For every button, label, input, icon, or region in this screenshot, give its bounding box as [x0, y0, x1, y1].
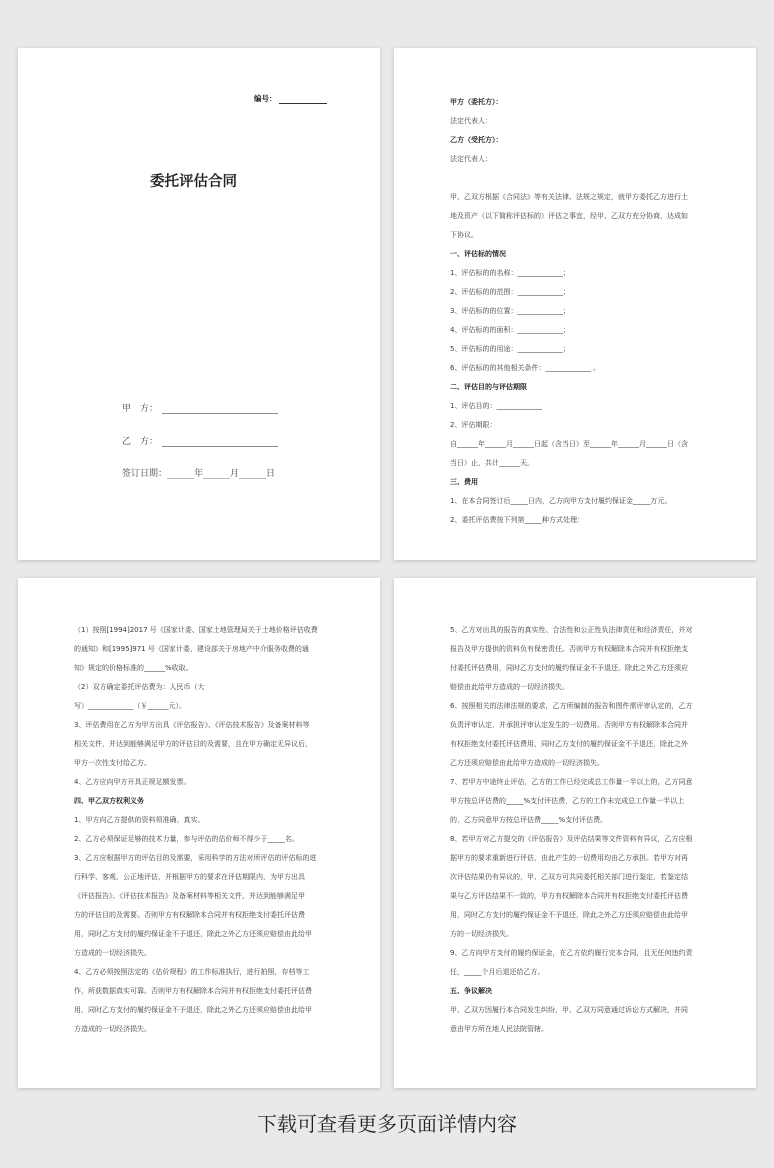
party-a-label: 甲 方： [122, 404, 159, 414]
text-line: 6、按照相关的法律法规的要求，乙方所编制的报告和图件需评审认定的，乙方 [450, 702, 693, 710]
text-line: 任，_____个月后退还给乙方。 [450, 968, 545, 976]
text-line: 自______年______月______日起（含当日）至______年______月______日（含 [450, 440, 688, 448]
text-line: 1、评估目的：_____________ [450, 402, 542, 410]
download-more-prompt[interactable]: 下载可查看更多页面详情内容 [257, 1112, 517, 1136]
page-3 [18, 578, 380, 1088]
text-line: 方造成的一切经济损失。 [74, 949, 151, 957]
text-line: 作，所获数据真实可靠。否则甲方有权解除本合同并有权拒绝支付委托评估费 [74, 987, 312, 995]
page-4 [394, 578, 756, 1088]
text-line: 5、乙方对出具的报告的真实性、合法性和公正性负法律责任和经济责任，并对 [450, 626, 693, 634]
text-line: 知》规定的价格标准的______%收取。 [74, 664, 193, 672]
text-line: 写）_____________（￥______元）。 [74, 702, 186, 710]
text-line: 1、甲方向乙方提供的资料须准确、真实。 [74, 816, 205, 824]
page-2 [394, 48, 756, 560]
text-line: 3、评估费用在乙方为甲方出具《评估报告》、《评估技术报告》及备案材料等 [74, 721, 310, 729]
section-heading: 四、甲乙双方权利义务 [74, 797, 144, 805]
section-heading: 五、争议解决 [450, 987, 492, 995]
page-cover [18, 48, 380, 560]
text-line: 4、乙方必须按照法定的《估价规程》的工作标准执行，进行拍照，存档等工 [74, 968, 310, 976]
party-b-field [122, 434, 278, 447]
text-line: 负责评审认定，并承担评审认定发生的一切费用。否则甲方有权解除本合同并 [450, 721, 688, 729]
text-line: 乙方还须应赔偿由此给甲方造成的一切经济损失。 [450, 759, 604, 767]
text-line: 据甲方的要求重新进行评估，由此产生的一切费用均由乙方承担。若甲方对再 [450, 854, 688, 862]
text-line: 2、乙方必须保证足够的技术力量，参与评估的估价师不得少于_____名。 [74, 835, 299, 843]
text-line: 9、乙方向甲方支付的履约保证金，在乙方依约履行完本合同，且无任何违约责 [450, 949, 693, 957]
text-line: 的，乙方同意甲方按总评估费_____%支付评估费。 [450, 816, 608, 824]
party-a-blank [162, 404, 278, 414]
text-line: 方的一切经济损失。 [450, 930, 513, 938]
text-line: （2）双方确定委托评估费为：人民币（大 [74, 683, 205, 691]
section-heading: 乙方（受托方）： [450, 136, 503, 144]
sign-date: 签订日期：______年______月______日 [122, 469, 276, 479]
text-line: 当日）止，共计______天。 [450, 459, 534, 467]
text-line: 付委托评估费用，同时乙方支付的履约保证金不予退还，除此之外乙方还须应 [450, 664, 688, 672]
text-line: 4、评估标的的面积：_____________； [450, 326, 570, 334]
text-line: 方造成的一切经济损失。 [74, 1025, 151, 1033]
text-line: 《评估报告》、《评估技术报告》及备案材料等相关文件，并达到能够满足甲 [74, 892, 305, 900]
page-title: 委托评估合同 [150, 174, 237, 190]
text-line: 用，同时乙方支付的履约保证金不予退还，除此之外乙方还须应赔偿由此给甲 [450, 911, 688, 919]
text-line: 甲、乙双方因履行本合同发生纠纷，甲、乙双方同意通过诉讼方式解决，并同 [450, 1006, 688, 1014]
text-line: 甲方按总评估费的_____%支付评估费，乙方的工作未完成总工作量一半以上 [450, 797, 685, 805]
text-line: 8、若甲方对乙方提交的《评估报告》及评估结果等文件资料有异议，乙方应根 [450, 835, 693, 843]
text-line: 甲方一次性支付给乙方。 [74, 759, 151, 767]
text-line: 1、评估标的的名称：_____________； [450, 269, 570, 277]
contract-number-blank [279, 95, 327, 104]
text-line: 果与乙方评估结果不一致的，甲方有权解除本合同并有权拒绝支付委托评估费 [450, 892, 688, 900]
contract-number [254, 93, 327, 104]
text-line: 意由甲方所在地人民法院管辖。 [450, 1025, 548, 1033]
party-b-blank [162, 437, 278, 447]
text-line: 方的评估目的及需要。否则甲方有权解除本合同并有权拒绝支付委托评估费 [74, 911, 305, 919]
text-line: （1）按照[1994]2017 号《国家计委、国家土地管理局关于土地价格评估收费 [74, 626, 318, 634]
text-line: 2、委托评估费按下列第_____种方式处理： [450, 516, 584, 524]
text-line: 7、若甲方中途终止评估，乙方的工作已经完成总工作量一半以上的，乙方同意 [450, 778, 693, 786]
section-heading: 甲方（委托方）： [450, 98, 503, 106]
text-line: 地及资产（以下简称评估标的）评估之事宜，经甲、乙双方充分协商，达成如 [450, 212, 688, 220]
text-line: 法定代表人： [450, 155, 492, 163]
text-line: 赔偿由此给甲方造成的一切经济损失。 [450, 683, 569, 691]
text-line: 相关文件，并达到能够满足甲方的评估目的及需要，且在甲方确定无异议后， [74, 740, 312, 748]
text-line: 3、评估标的的位置：_____________； [450, 307, 570, 315]
text-line: 有权拒绝支付委托评估费用，同时乙方支付的履约保证金不予退还，除此之外 [450, 740, 688, 748]
text-line: 4、乙方应向甲方开具正规足额发票。 [74, 778, 191, 786]
text-line: 报告及甲方提供的资料负有保密责任。否则甲方有权解除本合同并有权拒绝支 [450, 645, 688, 653]
text-line: 用，同时乙方支付的履约保证金不予退还，除此之外乙方还须应赔偿由此给甲 [74, 1006, 312, 1014]
text-line: 1、在本合同签订后_____日内，乙方向甲方支付履约保证金_____万元。 [450, 497, 672, 505]
party-b-label: 乙 方： [122, 437, 159, 447]
section-heading: 三、费用 [450, 478, 478, 486]
text-line: 6、评估标的的其他相关条件：_____________ 。 [450, 364, 601, 372]
contract-number-label: 编号： [254, 94, 277, 103]
text-line: 甲、乙双方根据《合同法》等有关法律、法规之规定，就甲方委托乙方进行土 [450, 193, 688, 201]
text-line: 行科学、客观、公正地评估，并根据甲方的要求在评估期限内，为甲方出具 [74, 873, 305, 881]
text-line: 2、评估期限： [450, 421, 497, 429]
section-heading: 二、评估目的与评估期限 [450, 383, 527, 391]
section-heading: 一、评估标的情况 [450, 250, 506, 258]
text-line: 次评估结果仍有异议的，甲、乙双方可共同委托相关部门进行鉴定，若鉴定结 [450, 873, 688, 881]
text-line: 用，同时乙方支付的履约保证金不予退还，除此之外乙方还须应赔偿由此给甲 [74, 930, 312, 938]
text-line: 5、评估标的的用途：_____________； [450, 345, 570, 353]
text-line: 2、评估标的的范围：_____________； [450, 288, 570, 296]
text-line: 的通知》和[1995]971 号《国家计委、建设部关于房地产中介服务收费的通 [74, 645, 309, 653]
text-line: 下协议。 [450, 231, 478, 239]
text-line: 法定代表人： [450, 117, 492, 125]
text-line: 3、乙方应根据甲方的评估目的及需要，采用科学的方法对所评估的评估标的进 [74, 854, 317, 862]
party-a-field [122, 401, 278, 414]
